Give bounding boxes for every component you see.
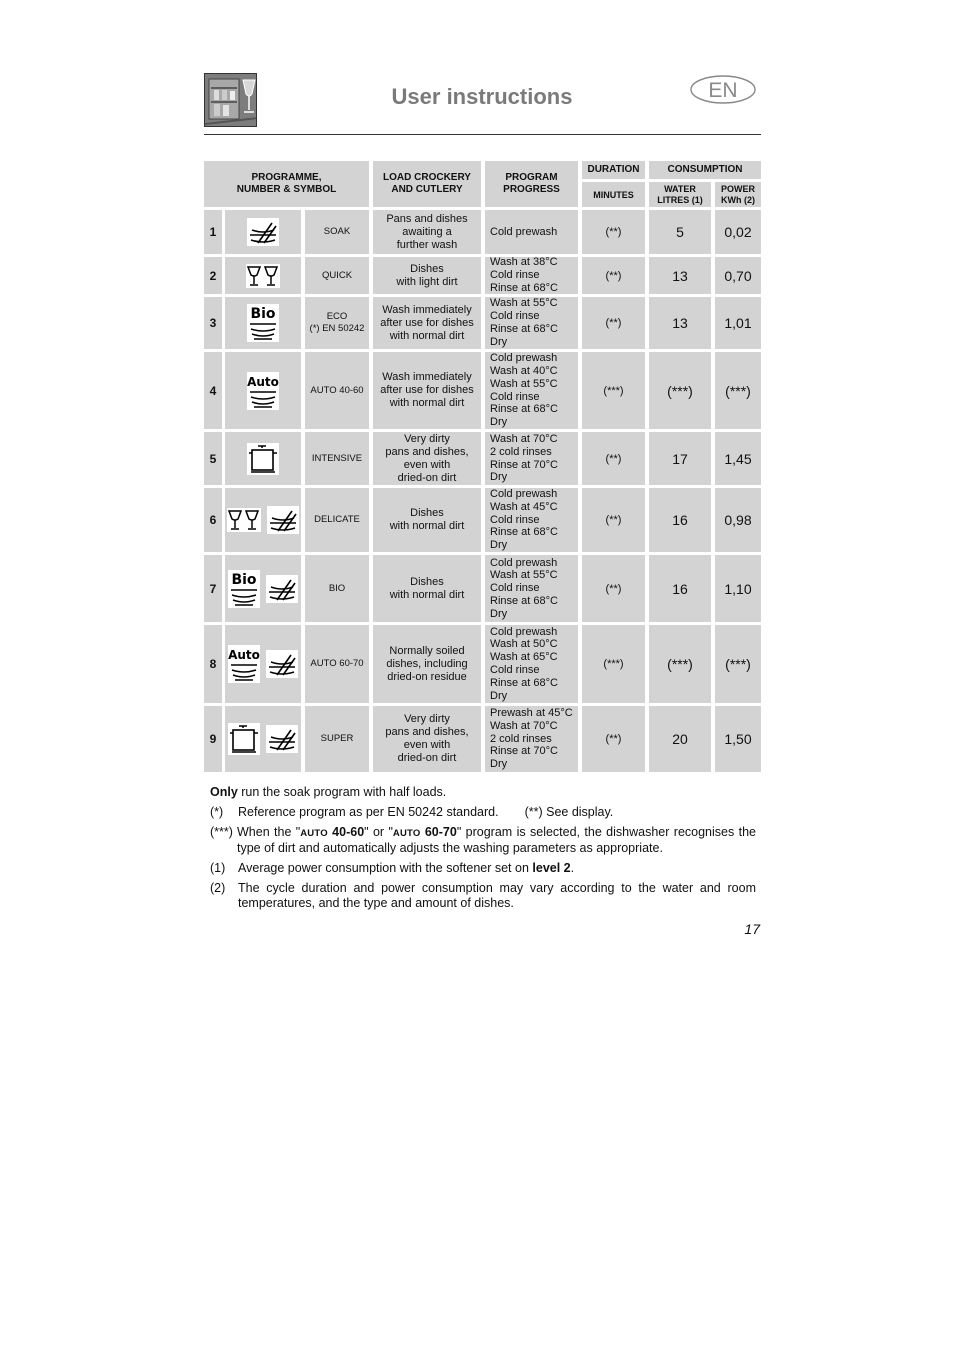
note-power-key: (1) <box>210 861 226 875</box>
programme-symbol <box>225 706 301 772</box>
cell-power: 0,02 <box>715 210 761 254</box>
bio-icon <box>247 304 279 342</box>
cell-power: 0,98 <box>715 488 761 552</box>
programme-symbol <box>225 488 301 552</box>
language-badge-label: EN <box>708 79 738 102</box>
svg-text:Auto: Auto <box>247 374 279 389</box>
cell-minutes: (***) <box>582 625 645 703</box>
prewash-icon <box>266 725 298 753</box>
note-soak-text: run the soak program with half loads. <box>237 785 447 799</box>
cell-progress: Cold prewash Wash at 50°C Wash at 65°C Cold rinse Rinse at 68°C Dry <box>485 625 578 703</box>
cell-progress: Cold prewash Wash at 40°C Wash at 55°C Cold rinse Rinse at 68°C Dry <box>485 352 578 429</box>
cell-num: 3 <box>204 297 222 349</box>
cell-num: 2 <box>204 257 222 294</box>
cell-minutes: (**) <box>582 706 645 772</box>
programme-symbol <box>225 625 301 703</box>
note-reference <box>210 805 756 820</box>
cell-minutes: (**) <box>582 432 645 485</box>
header-minutes: MINUTES <box>582 182 645 207</box>
cell-load: Wash immediately after use for dishes with normal dirt <box>373 297 481 349</box>
bio-icon <box>228 570 260 608</box>
cell-minutes: (**) <box>582 257 645 294</box>
prewash-icon <box>266 650 298 678</box>
cell-name: QUICK <box>305 257 369 294</box>
auto-icon <box>228 645 260 683</box>
cell-progress: Prewash at 45°C Wash at 70°C 2 cold rinses Rinse at 70°C Dry <box>485 706 578 772</box>
cell-num: 6 <box>204 488 222 552</box>
cell-name: AUTO 60-70 <box>305 625 369 703</box>
svg-text:Auto: Auto <box>228 648 260 662</box>
programme-symbol <box>225 352 301 429</box>
cell-progress: Wash at 70°C 2 cold rinses Rinse at 70°C Dry <box>485 432 578 485</box>
note-auto-sc2: AUTO <box>392 828 421 839</box>
cell-name: DELICATE <box>305 488 369 552</box>
cell-load: Pans and dishes awaiting a further wash <box>373 210 481 254</box>
cell-load: Normally soiled dishes, including dried-on residue <box>373 625 481 703</box>
cell-load: Wash immediately after use for dishes with normal dirt <box>373 352 481 429</box>
note-power <box>210 861 756 876</box>
cell-power: 1,50 <box>715 706 761 772</box>
note-cycle-key: (2) <box>210 881 226 895</box>
note-cycle <box>210 881 756 911</box>
programme-symbol <box>225 210 301 254</box>
cell-load: Very dirty pans and dishes, even with dried-on dirt <box>373 706 481 772</box>
note-power-text: Average power consumption with the softener set on <box>238 861 533 875</box>
cell-power: (***) <box>715 625 761 703</box>
cell-power: 1,10 <box>715 555 761 622</box>
pot-icon <box>247 443 279 475</box>
cell-water: 20 <box>649 706 711 772</box>
prewash-icon <box>267 506 299 534</box>
header-duration: DURATION <box>582 161 645 179</box>
note-reference-key: (*) <box>210 805 224 819</box>
programme-symbol <box>225 257 301 294</box>
cell-progress: Cold prewash <box>485 210 578 254</box>
pot-icon <box>228 723 260 755</box>
cell-name: BIO <box>305 555 369 622</box>
note-auto-text-d: " program is selected, the dishwasher recognises the type of dirt and automatically adjusts the washing parameters as appropriate. <box>237 825 756 855</box>
cell-power: (***) <box>715 352 761 429</box>
cell-load: Dishes with normal dirt <box>373 555 481 622</box>
cell-water: 16 <box>649 555 711 622</box>
cell-num: 7 <box>204 555 222 622</box>
cell-water: 5 <box>649 210 711 254</box>
cell-name: AUTO 40-60 <box>305 352 369 429</box>
programme-symbol <box>225 555 301 622</box>
note-auto-key: (***) <box>210 825 233 839</box>
note-display-text: (**) See display. <box>524 805 614 819</box>
page-title: User instructions <box>391 84 573 109</box>
cell-num: 1 <box>204 210 222 254</box>
cell-load: Very dirty pans and dishes, even with dried-on dirt <box>373 432 481 485</box>
footnotes <box>210 785 756 916</box>
header-water: WATER LITRES (1) <box>649 182 711 207</box>
header-progress: PROGRAM PROGRESS <box>485 161 578 207</box>
language-badge <box>690 75 756 104</box>
note-power-end: . <box>570 861 575 875</box>
cell-power: 0,70 <box>715 257 761 294</box>
prewash-icon <box>266 575 298 603</box>
cell-name: SUPER <box>305 706 369 772</box>
cell-name: ECO (*) EN 50242 <box>305 297 369 349</box>
prewash-icon <box>247 218 279 246</box>
header-programme: PROGRAMME, NUMBER & SYMBOL <box>204 161 369 207</box>
note-auto-text-c: " or " <box>364 825 393 839</box>
note-auto-b2: 60-70 <box>420 825 457 839</box>
note-reference-text: Reference program as per EN 50242 standard. <box>238 805 499 819</box>
header-divider <box>204 134 761 135</box>
cell-water: (***) <box>649 352 711 429</box>
cell-power: 1,01 <box>715 297 761 349</box>
cell-num: 8 <box>204 625 222 703</box>
cell-progress: Wash at 55°C Cold rinse Rinse at 68°C Dry <box>485 297 578 349</box>
note-auto-text-a: When the " <box>237 825 301 839</box>
cell-name: INTENSIVE <box>305 432 369 485</box>
glasses-icon <box>227 508 261 532</box>
cell-minutes: (**) <box>582 555 645 622</box>
cell-load: Dishes with light dirt <box>373 257 481 294</box>
cell-name: SOAK <box>305 210 369 254</box>
cell-water: (***) <box>649 625 711 703</box>
glasses-icon <box>246 264 280 288</box>
header-load: LOAD CROCKERY AND CUTLERY <box>373 161 481 207</box>
page-number: 17 <box>744 921 760 937</box>
cell-water: 13 <box>649 257 711 294</box>
cell-progress: Cold prewash Wash at 55°C Cold rinse Rinse at 68°C Dry <box>485 555 578 622</box>
note-auto <box>210 825 756 856</box>
cell-minutes: (**) <box>582 210 645 254</box>
note-power-bold: level 2 <box>532 861 571 875</box>
cell-num: 4 <box>204 352 222 429</box>
note-auto-b1: 40-60 <box>327 825 365 839</box>
header-power: POWER KWh (2) <box>715 182 761 207</box>
cell-minutes: (***) <box>582 352 645 429</box>
cell-progress: Cold prewash Wash at 45°C Cold rinse Rinse at 68°C Dry <box>485 488 578 552</box>
cell-water: 13 <box>649 297 711 349</box>
language-badge-oval-icon <box>690 75 756 104</box>
auto-icon <box>247 372 279 410</box>
header-consumption: CONSUMPTION <box>649 161 761 179</box>
svg-text:Bio: Bio <box>250 306 276 322</box>
cell-num: 5 <box>204 432 222 485</box>
cell-minutes: (**) <box>582 297 645 349</box>
note-soak-bold: Only <box>210 785 238 799</box>
cell-num: 9 <box>204 706 222 772</box>
programme-symbol <box>225 297 301 349</box>
cell-water: 16 <box>649 488 711 552</box>
note-auto-sc1: AUTO <box>300 828 328 839</box>
cell-power: 1,45 <box>715 432 761 485</box>
cell-minutes: (**) <box>582 488 645 552</box>
cell-load: Dishes with normal dirt <box>373 488 481 552</box>
programme-symbol <box>225 432 301 485</box>
cell-progress: Wash at 38°C Cold rinse Rinse at 68°C <box>485 257 578 294</box>
note-cycle-text: The cycle duration and power consumption may vary according to the water and room temperatures, and the type and amount of dishes. <box>238 881 756 910</box>
note-soak <box>210 785 756 800</box>
cell-water: 17 <box>649 432 711 485</box>
svg-text:Bio: Bio <box>231 571 257 588</box>
